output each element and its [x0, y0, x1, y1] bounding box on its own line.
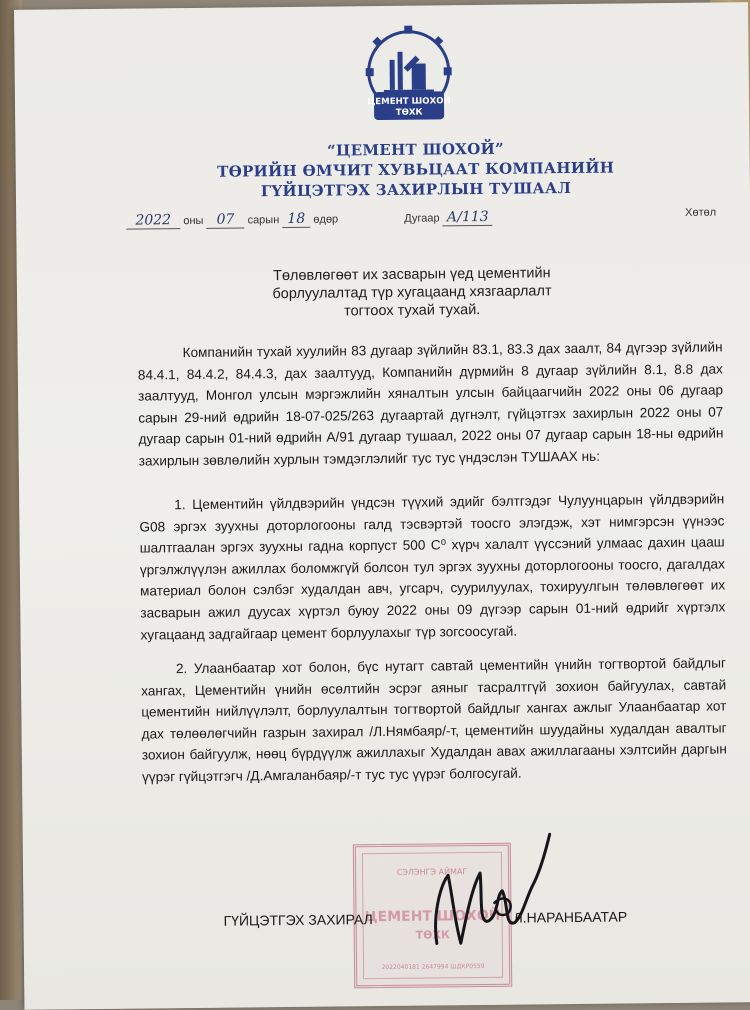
company-name: “ЦЕМЕНТ ШОХОЙ” [326, 139, 505, 160]
order-title: Төлөвлөгөөт их засварын үед цементийн борлуулалтад түр хугацаанд хязгаарлалт тогтоох тухай тухай. [272, 265, 552, 320]
order-number-field [443, 209, 493, 227]
place-label: Хөтөл [685, 206, 717, 219]
header-line-2: ТӨРИЙН ӨМЧИТ ХУВЬЦААТ КОМПАНИЙН [217, 158, 615, 181]
date-day-label: өдөр [313, 213, 339, 226]
date-day-field [282, 211, 310, 228]
signatory-name: Л.НАРАНБААТАР [513, 908, 628, 926]
date-year-label: оны [183, 214, 204, 228]
stamp-code: 2022040181 2647994 ШДКР0559 [381, 962, 485, 972]
stamp-name: ЦЕМЕНТ ШОХОЙ [364, 907, 501, 926]
order-item-2: 2. Улаанбаатар хот болон, бүс нутагт савтай цементийн үнийн тогтвортой байдлыг хангах, Цементийн үнийн өсөлтийн эсрэг аяныг тасралтгүй зохион байгуулах, савтай цементийн нийлүүлэлт, борлуулалтын тогтвортой байдлыг хангах ажлыг Улаанбаатар хот дах төлөөлөгчийн газрын захирал /Л.Нямбаяр/-т, цементийн шуудайны худалдан авалтыг зохион байгуулж, нөөц бүрдүүлж ажиллахыг Худалдан авах ажиллагааны хэлтсийн даргын үүрэг гүйцэтгэгч /Д.Амгаланбаяр/-т тус тус үүрэг болгосугай. [141, 655, 727, 785]
document-page [14, 2, 750, 1010]
signatory-title: ГҮЙЦЭТГЭХ ЗАХИРАЛ [223, 911, 373, 929]
date-year-field [126, 212, 180, 230]
stamp-sub: ТӨХК [415, 928, 450, 942]
date-day: 18 [287, 210, 306, 227]
date-month-label: сарын [247, 214, 280, 227]
number-label: Дугаар [404, 212, 440, 225]
logo-name: ЦЕМЕНТ ШОХОЙ [367, 96, 451, 108]
company-logo-icon [359, 23, 458, 134]
order-number: А/113 [446, 208, 489, 226]
box-print [716, 380, 746, 700]
date-month: 07 [216, 211, 235, 228]
header-line-3: ГҮЙЦЭТГЭХ ЗАХИРЛЫН ТУШААЛ [260, 179, 572, 201]
logo-sub: ТӨХК [395, 107, 423, 118]
date-year: 2022 [135, 212, 172, 229]
date-month-field [206, 211, 244, 228]
handwritten-signature-icon [415, 824, 559, 965]
date-number-row [126, 207, 716, 237]
company-logo [359, 23, 458, 134]
order-item-1: 1. Цементийн үйлдвэрийн үндсэн түүхий эдийг бэлтгэдэг Чулуунцарын үйлдвэрийн G08 эргэх зуухны доторлогооны галд тэсвэртэй тоосго элэгдэж, хэт нимгэрсэн үүнээс шалтгаалан эргэх зуухны гадна корпуст 500 С⁰ хүрч халалт үүссэний улмаас дахин цааш үргэлжлүүлэн ажиллах боломжгүй болсон тул эргэх зуухны доторлогооны тоосго, дагалдах материал болон сэлбэг худалдан авч, угсарч, суурилуулах, тохируулгын төлөвлөгөөт их засварын ажил дуусах хүртэл буюу 2022 оны 09 дүгээр сарын 01-ний өдрийг хүртэлх хугацаанд задгайгаар цемент борлуулахыг түр зогсоосугай. [139, 491, 726, 643]
stamp-region: СЭЛЭНГЭ АЙМАГ [396, 867, 468, 877]
intro-paragraph: Компанийн тухай хуулийн 83 дугаар зүйлийн 83.1, 83.3 дах заалт, 84 дүгээр зүйлийн 84.4.1, 84.4.2, 84.4.3, дах заалтууд, Компанийн дүрмийн 8 дугаар зүйлийн 8.1, 8.8 дах заалтууд, Монгол улсын мэргэжлийн хяналтын улсын байцаагчийн 2022 оны 06 дугаар сарын 29-ний өдрийн 18-07-025/263 дугаартай дүгнэлт, гүйцэтгэх захирлын 2022 оны 07 дугаар сарын 01-ний өдрийн А/91 дугаар тушаал, 2022 оны 07 дугаар сарын 18-ны өдрийн захирлын зөвлөлийн хурлын тэмдэглэлийг тус тус үндэслэн ТУШААХ нь: [137, 339, 724, 469]
